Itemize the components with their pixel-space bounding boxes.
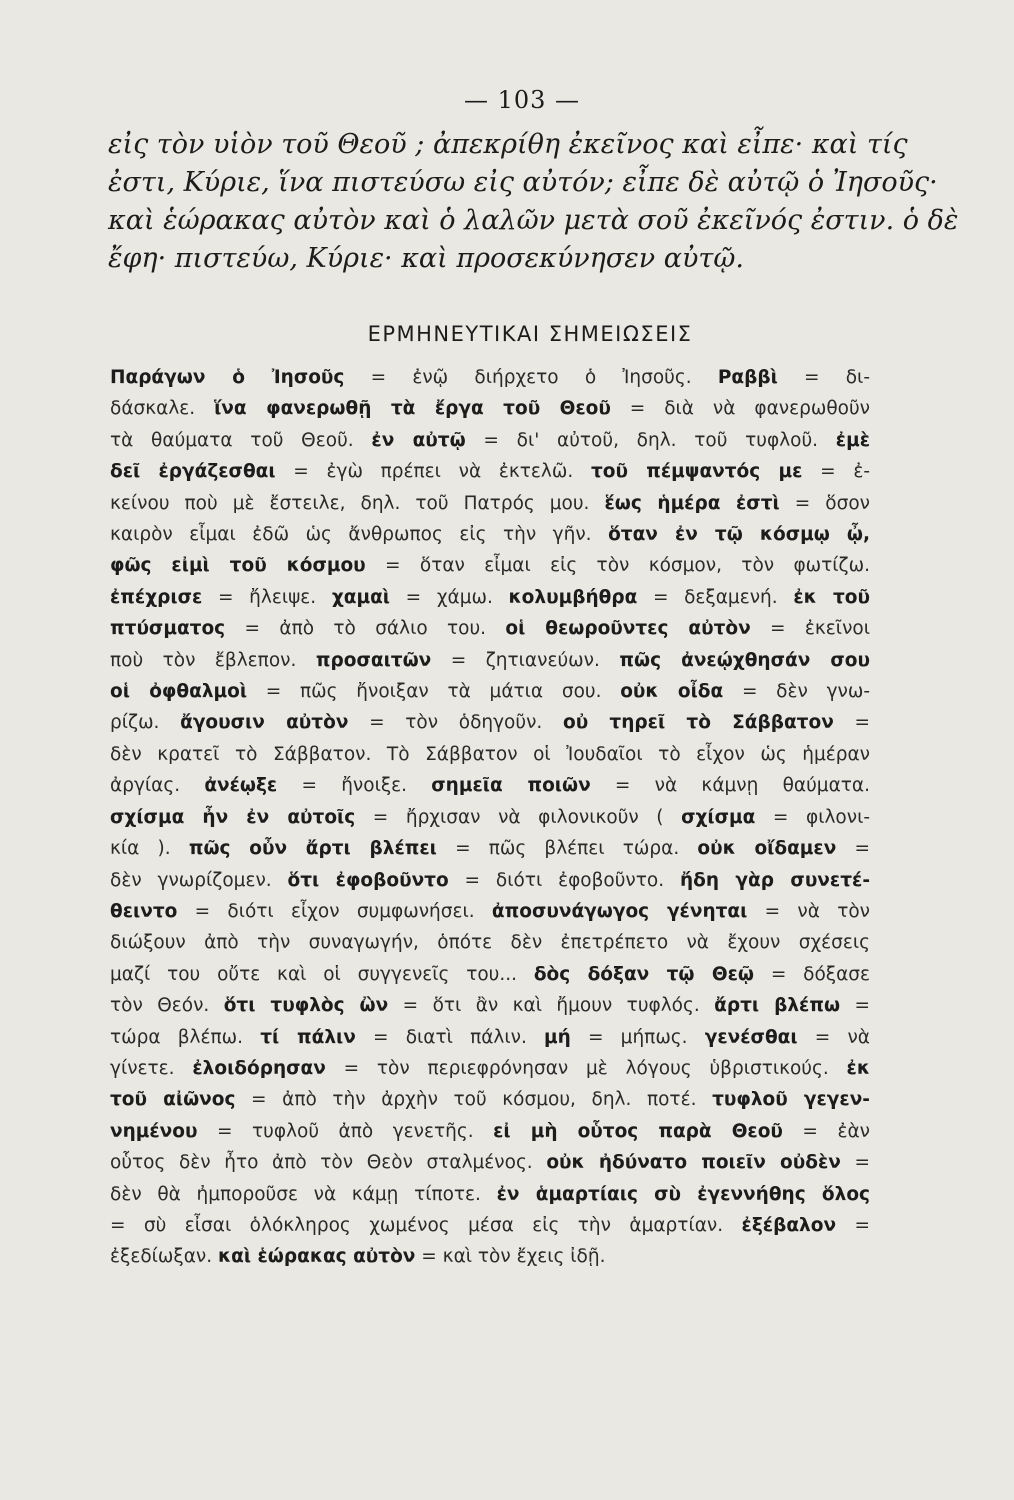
gloss-text: = μήπως. <box>570 1026 705 1048</box>
gloss-text: = δεξαμενή. <box>637 586 794 608</box>
gloss-text: τὰ θαύματα τοῦ Θεοῦ. <box>110 429 372 451</box>
gloss-text: = <box>836 838 870 860</box>
verse-line: καὶ ἑώρακας αὐτὸν καὶ ὁ λαλῶν μετὰ σοῦ ἐκεῖνός ἐστιν. ὁ δὲ <box>108 205 959 236</box>
glossed-term: χαμαὶ <box>331 586 391 608</box>
notes-line <box>110 770 870 801</box>
glossed-term: καὶ ἑώρακας αὐτὸν <box>218 1246 416 1268</box>
gloss-text: γίνετε. <box>110 1057 193 1079</box>
gloss-text: = ἤρχισαν νὰ φιλονικοῦν ( <box>355 806 682 828</box>
gloss-text: = δόξασε <box>754 963 871 985</box>
section-heading: ΕΡΜΗΝΕΥΤΙΚΑΙ ΣΗΜΕΙΩΣΕΙΣ <box>367 322 693 346</box>
glossed-term: οὐκ οἴδαμεν <box>697 838 837 860</box>
notes-line <box>110 990 870 1021</box>
glossed-term: πτύσματος <box>110 618 226 640</box>
notes-line <box>110 896 870 927</box>
notes-line <box>110 865 870 896</box>
glossed-term: θειντο <box>110 900 178 922</box>
gloss-text: = καὶ τὸν ἔχεις ἰδῇ. <box>415 1246 606 1268</box>
gloss-text: κείνου ποὺ μὲ ἔστειλε, δηλ. τοῦ Πατρός μου. <box>110 492 605 514</box>
glossed-term: νημένου <box>110 1120 198 1142</box>
gloss-text: = νὰ κάμνῃ θαύματα. <box>590 775 870 797</box>
notes-line <box>110 425 870 456</box>
notes-line <box>110 927 870 958</box>
glossed-term: ἄρτι βλέπω <box>714 995 841 1017</box>
gloss-text: = φιλονι- <box>755 806 870 828</box>
verse-line: ἔφη· πιστεύω, Κύριε· καὶ προσεκύνησεν αὐτῷ. <box>108 243 744 274</box>
gloss-text: ρίζω. <box>110 712 181 734</box>
notes-line <box>110 1022 870 1053</box>
notes-line <box>110 1179 870 1210</box>
gloss-text: = ὅσον <box>779 492 870 514</box>
gloss-text: = πῶς ἤνοιξαν τὰ μάτια σου. <box>247 681 621 703</box>
glossed-term: ἀνέῳξε <box>204 775 278 797</box>
gloss-text: καιρὸν εἶμαι ἐδῶ ὡς ἄνθρωπος εἰς τὴν γῆν. <box>110 524 609 546</box>
gloss-text: = τὸν ὁδηγοῦν. <box>348 712 563 734</box>
glossed-term: ὅτι τυφλὸς ὢν <box>223 995 389 1017</box>
gloss-text: δὲν κρατεῖ τὸ Σάββατον. Τὸ Σάββατον οἱ Ἰουδαῖοι τὸ εἶχον ὡς ἡμέραν <box>110 743 870 765</box>
glossed-term: ἐν αὐτῷ <box>371 429 466 451</box>
gloss-text: = πῶς βλέπει τώρα. <box>436 838 698 860</box>
gloss-text: = διατὶ πάλιν. <box>355 1026 545 1048</box>
glossed-term: δεῖ ἐργάζεσθαι <box>110 461 276 483</box>
gloss-text: = ἤλειψε. <box>202 586 332 608</box>
glossed-term: ἐκ <box>846 1057 870 1079</box>
notes-line <box>110 1116 870 1147</box>
notes-line <box>110 959 870 990</box>
gloss-text: διώξουν ἀπὸ τὴν συναγωγήν, ὁπότε δὲν ἐπετρέπετο νὰ ἔχουν σχέσεις <box>110 932 870 954</box>
notes-line <box>110 613 870 644</box>
glossed-term: σχίσμα ἦν ἐν αὐτοῖς <box>110 806 356 828</box>
notes-line <box>110 550 870 581</box>
glossed-term: ἄγουσιν αὐτὸν <box>180 712 349 734</box>
glossed-term: ὅταν ἐν τῷ κόσμῳ ᾦ, <box>608 524 871 546</box>
gloss-text: δὲν θὰ ἠμποροῦσε νὰ κάμῃ τίποτε. <box>110 1183 497 1205</box>
glossed-term: ἕως ἡμέρα ἐστὶ <box>604 492 780 514</box>
gloss-text: = ἐ- <box>802 461 871 483</box>
gloss-text: = ὅτι ἂν καὶ ἤμουν τυφλός. <box>388 995 715 1017</box>
notes-line <box>110 1241 870 1272</box>
notes-line <box>110 582 870 613</box>
notes-line <box>110 456 870 487</box>
glossed-term: Παράγων ὁ Ἰησοῦς <box>110 367 345 388</box>
scripture-verse <box>108 126 959 278</box>
gloss-text: = τυφλοῦ ἀπὸ γενετῆς. <box>197 1120 494 1142</box>
notes-line <box>110 488 870 519</box>
glossed-term: οὐκ οἶδα <box>620 681 724 703</box>
glossed-term: τυφλοῦ γεγεν- <box>712 1089 870 1111</box>
gloss-text: = διότι εἶχον συμφωνήσει. <box>177 900 492 922</box>
glossed-term: ἐμὲ <box>835 429 871 451</box>
verse-line: ἐστι, Κύριε, ἵνα πιστεύσω εἰς αὐτόν; εἶπε δὲ αὐτῷ ὁ Ἰησοῦς· <box>108 167 938 198</box>
notes-line <box>110 1147 870 1178</box>
gloss-text: = ἐκεῖνοι <box>750 618 870 640</box>
glossed-term: φῶς εἰμὶ τοῦ κόσμου <box>110 555 366 577</box>
gloss-text: = <box>840 1152 870 1174</box>
gloss-text: ποὺ τὸν ἔβλεπον. <box>110 649 316 671</box>
glossed-term: Ραββὶ <box>717 367 778 388</box>
glossed-term: εἰ μὴ οὗτος παρὰ Θεοῦ <box>493 1120 783 1142</box>
gloss-text: = ἐὰν <box>782 1120 870 1142</box>
gloss-text: = <box>840 995 870 1017</box>
glossed-term: σημεῖα ποιῶν <box>431 775 591 797</box>
gloss-text: = διὰ νὰ φανερωθοῦν <box>610 398 871 420</box>
gloss-text: δὲν γνωρίζομεν. <box>110 869 288 891</box>
glossed-term: οὐκ ἠδύνατο ποιεῖν οὐδὲν <box>546 1152 841 1174</box>
gloss-text: δάσκαλε. <box>110 398 215 420</box>
gloss-text: = ἐγὼ πρέπει νὰ ἐκτελῶ. <box>275 461 591 483</box>
gloss-text: = δι- <box>777 367 870 388</box>
gloss-text: = νὰ <box>797 1026 870 1048</box>
glossed-term: τί πάλιν <box>260 1026 356 1048</box>
glossed-term: τοῦ πέμψαντός με <box>590 461 803 483</box>
gloss-text: = τὸν περιεφρόνησαν μὲ λόγους ὑβριστικούς. <box>325 1057 847 1079</box>
gloss-text: = ἐνῷ διήρχετο ὁ Ἰησοῦς. <box>344 367 718 388</box>
glossed-term: οἱ ὀφθαλμοὶ <box>110 681 248 703</box>
gloss-text: κία ). <box>110 838 189 860</box>
notes-line <box>110 1053 870 1084</box>
notes-line <box>110 1210 870 1241</box>
glossed-term: δὸς δόξαν τῷ Θεῷ <box>533 963 754 985</box>
glossed-term: οὐ τηρεῖ τὸ Σάββατον <box>562 712 834 734</box>
gloss-text: = δι' αὐτοῦ, δηλ. τοῦ τυφλοῦ. <box>465 429 836 451</box>
notes-line <box>110 676 870 707</box>
glossed-term: προσαιτῶν <box>315 649 432 671</box>
verse-line: εἰς τὸν υἱὸν τοῦ Θεοῦ ; ἀπεκρίθη ἐκεῖνος καὶ εἶπε· καὶ τίς <box>108 129 908 160</box>
gloss-text: = ὅταν εἶμαι εἰς τὸν κόσμον, τὸν φωτίζω. <box>365 555 870 577</box>
gloss-text: = σὺ εἶσαι ὁλόκληρος χωμένος μέσα εἰς τὴν ἁμαρτίαν. <box>110 1214 742 1236</box>
gloss-text: = νὰ τὸν <box>747 900 870 922</box>
notes-line <box>110 707 870 738</box>
gloss-text: = ἀπὸ τὴν ἀρχὴν τοῦ κόσμου, δηλ. ποτέ. <box>235 1089 713 1111</box>
gloss-text: = δὲν γνω- <box>723 681 871 703</box>
glossed-term: γενέσθαι <box>704 1026 798 1048</box>
glossed-term: ἐκ τοῦ <box>793 586 870 608</box>
notes-line <box>110 362 870 393</box>
gloss-text: = <box>836 1214 870 1236</box>
gloss-text: τὸν Θεόν. <box>110 995 224 1017</box>
gloss-text: = <box>833 712 870 734</box>
gloss-text: = ἤνοιξε. <box>277 775 432 797</box>
glossed-term: ἐλοιδόρησαν <box>192 1057 326 1079</box>
notes-line <box>110 739 870 770</box>
glossed-term: πῶς ἀνεῴχθησάν σου <box>619 649 870 671</box>
notes-line <box>110 833 870 864</box>
glossed-term: σχίσμα <box>681 806 756 828</box>
glossed-term: ἐν ἁμαρτίαις σὺ ἐγεννήθης ὅλος <box>496 1183 870 1205</box>
glossed-term: ἵνα φανερωθῇ τὰ ἔργα τοῦ Θεοῦ <box>214 398 611 420</box>
gloss-text: = χάμω. <box>390 586 509 608</box>
glossed-term: ἀποσυνάγωγος γένηται <box>491 900 748 922</box>
gloss-text: = διότι ἐφοβοῦντο. <box>448 869 680 891</box>
glossed-term: ἐξέβαλον <box>741 1214 837 1236</box>
explanatory-notes <box>110 362 870 1273</box>
gloss-text: οὗτος δὲν ἦτο ἀπὸ τὸν Θεὸν σταλμένος. <box>110 1152 547 1174</box>
glossed-term: κολυμβήθρα <box>508 586 638 608</box>
glossed-term: πῶς οὖν ἄρτι βλέπει <box>188 838 437 860</box>
gloss-text: = ἀπὸ τὸ σάλιο του. <box>225 618 506 640</box>
gloss-text: = ζητιανεύων. <box>431 649 620 671</box>
glossed-term: ἤδη γὰρ συνετέ- <box>679 869 870 891</box>
notes-line <box>110 645 870 676</box>
notes-line <box>110 1084 870 1115</box>
glossed-term: τοῦ αἰῶνος <box>110 1089 236 1111</box>
notes-line <box>110 519 870 550</box>
gloss-text: ἀργίας. <box>110 775 205 797</box>
glossed-term: μή <box>544 1026 571 1048</box>
glossed-term: ὅτι ἐφοβοῦντο <box>287 869 449 891</box>
gloss-text: τώρα βλέπω. <box>110 1026 261 1048</box>
gloss-text: μαζί του οὔτε καὶ οἱ συγγενεῖς του... <box>110 963 534 985</box>
glossed-term: οἱ θεωροῦντες αὐτὸν <box>505 618 751 640</box>
notes-line <box>110 393 870 424</box>
gloss-text: ἐξεδίωξαν. <box>110 1246 218 1268</box>
notes-line <box>110 802 870 833</box>
page-number: — 103 — <box>463 86 581 114</box>
glossed-term: ἐπέχρισε <box>110 586 203 608</box>
